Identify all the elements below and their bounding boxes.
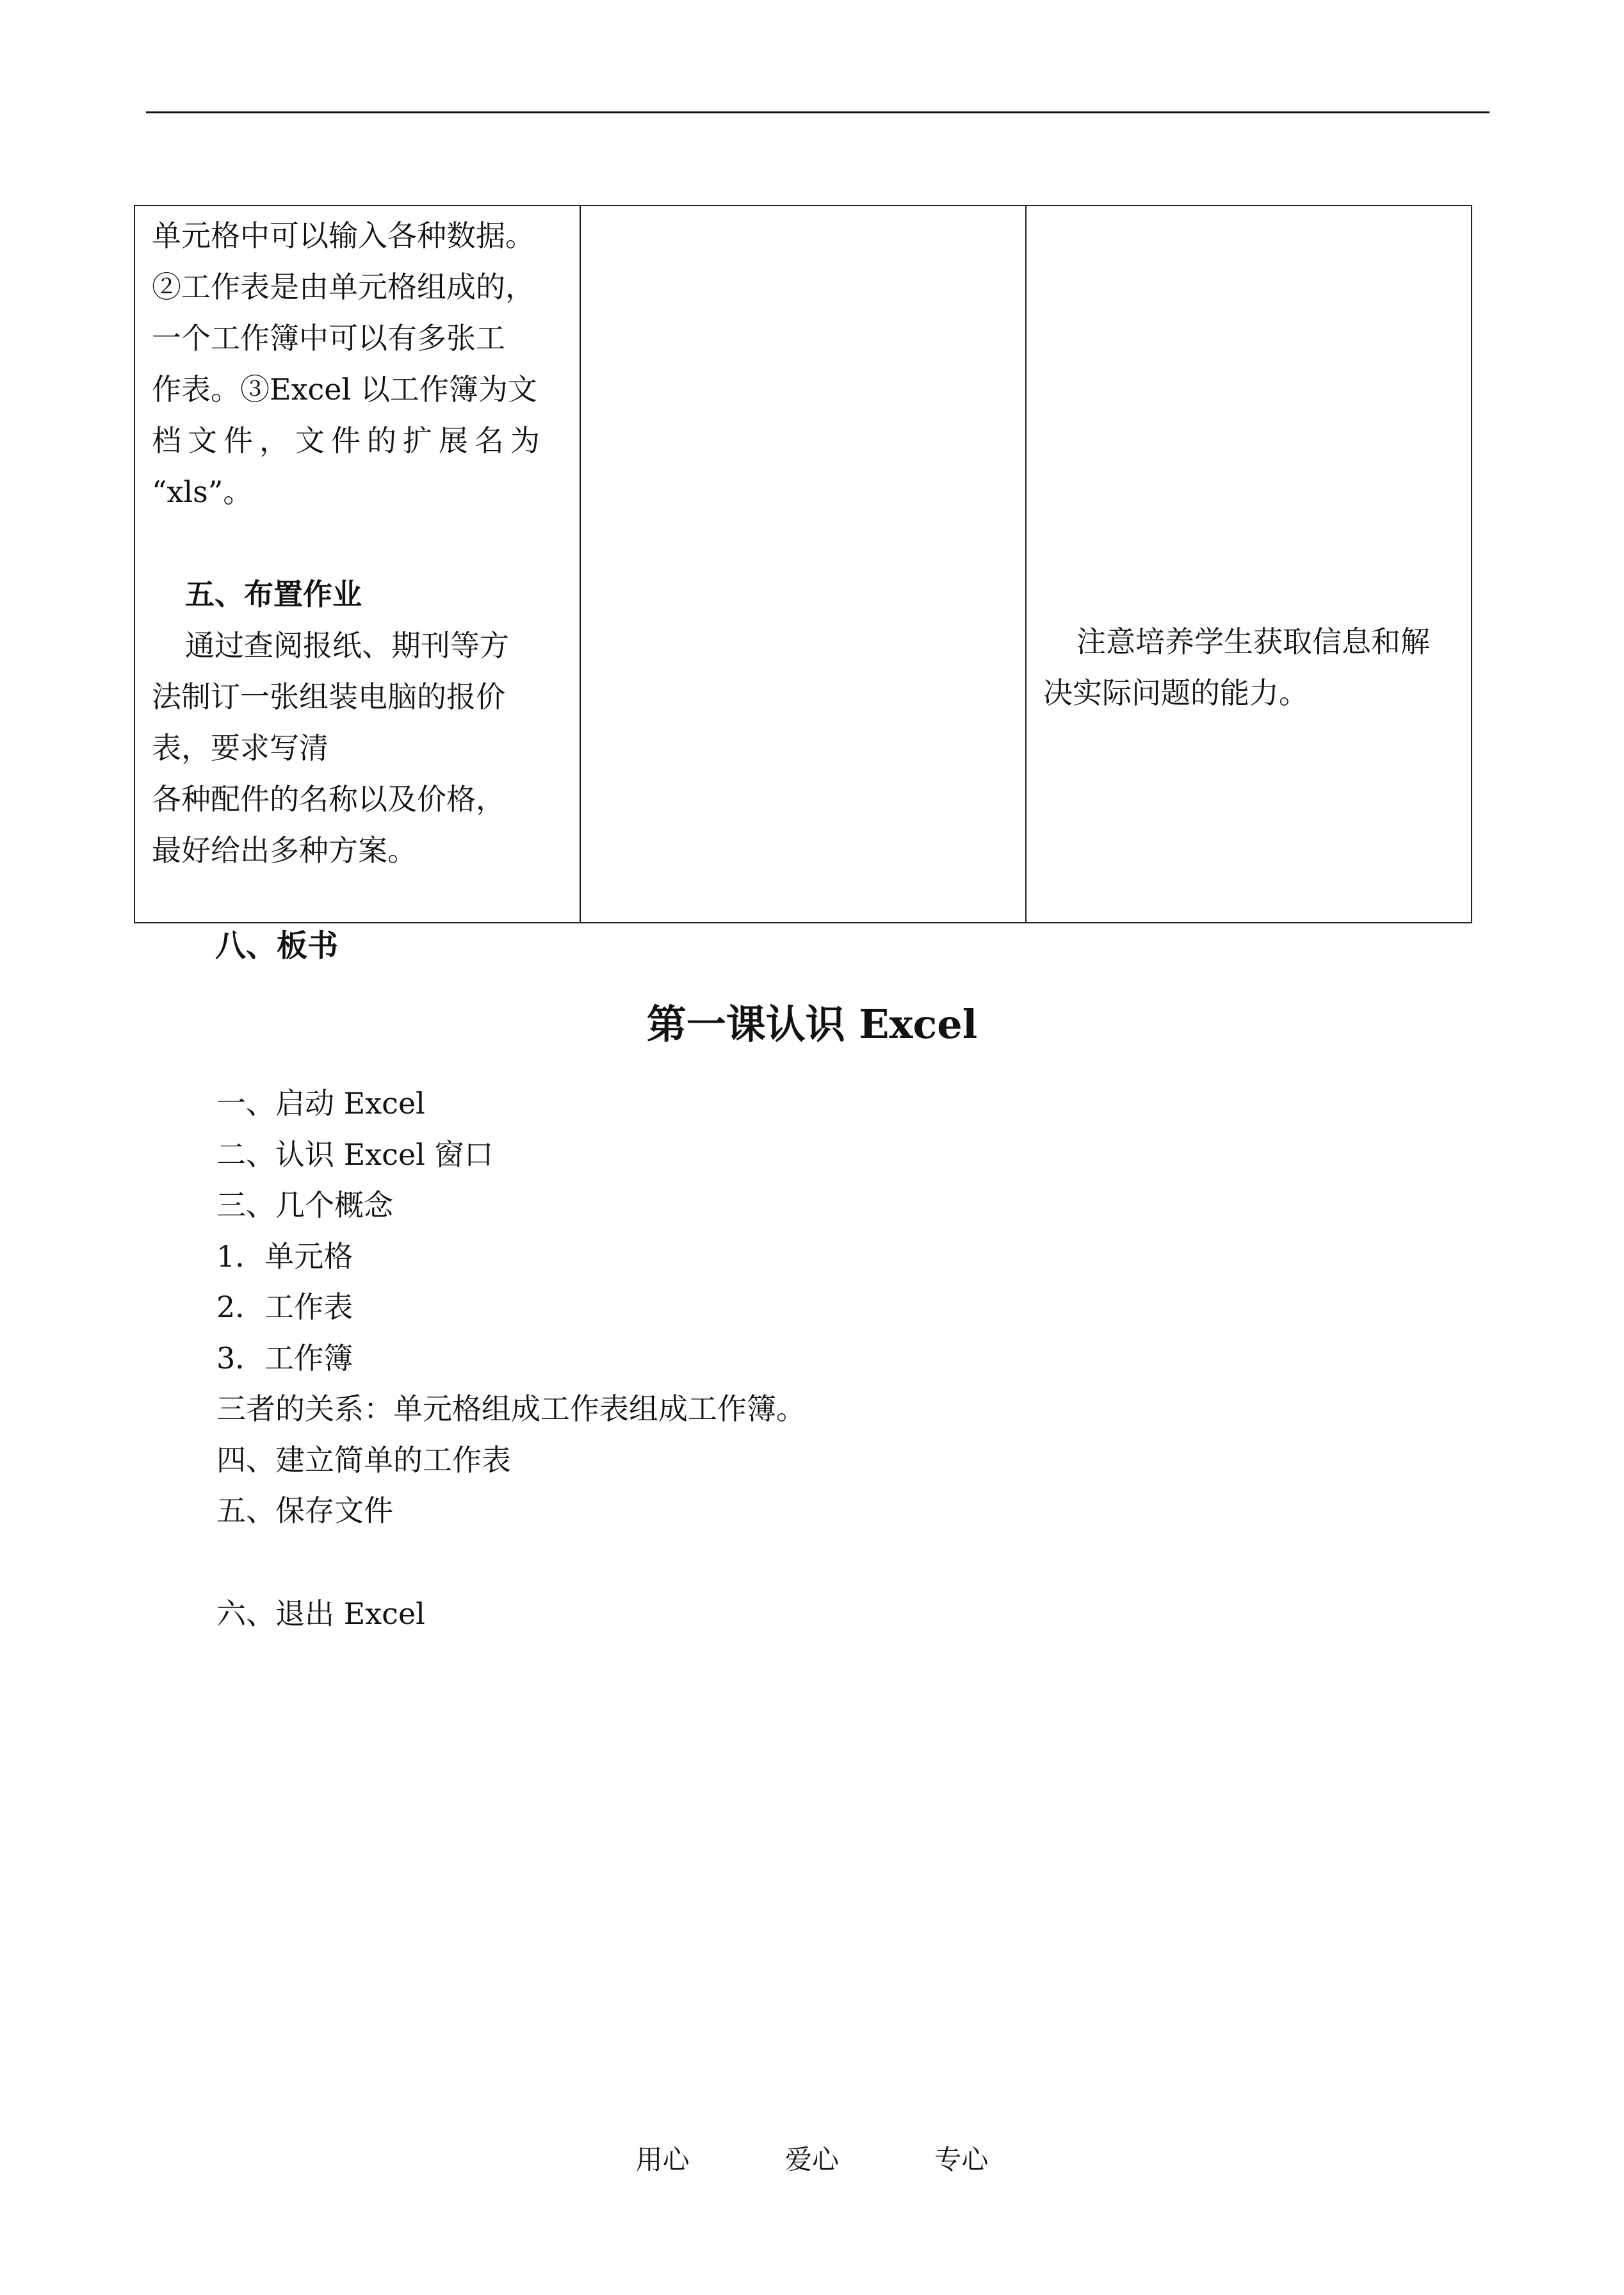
list-item: 2．工作表 xyxy=(216,1290,353,1324)
homework-line: 通过查阅报纸、期刊等方 xyxy=(185,628,509,663)
list-item: 三者的关系：单元格组成工作表组成工作簿。 xyxy=(216,1391,806,1426)
content-line: ②工作表是由单元格组成的， xyxy=(152,270,535,304)
list-item: 六、退出 Excel xyxy=(216,1596,425,1631)
content-cell xyxy=(134,206,580,923)
list-item: 1．单元格 xyxy=(216,1238,353,1274)
list-item: 一、启动 Excel xyxy=(216,1086,425,1121)
table-row xyxy=(134,206,1472,923)
homework-line: 最好给出多种方案。 xyxy=(152,833,417,868)
footer-word: 爱心 xyxy=(784,2144,839,2175)
list-item: 3．工作簿 xyxy=(216,1340,353,1375)
content-line: 档文件，文件的扩展名为 xyxy=(152,423,546,458)
footer-word: 专心 xyxy=(934,2144,989,2175)
lesson-table xyxy=(134,205,1472,923)
board-title: 第一课认识 Excel xyxy=(646,1001,978,1048)
content-line: 单元格中可以输入各种数据。 xyxy=(152,218,535,253)
method-cell xyxy=(580,206,1026,923)
list-item: 五、保存文件 xyxy=(216,1493,393,1528)
list-item: 二、认识 Excel 窗口 xyxy=(216,1137,494,1172)
homework-line: 各种配件的名称以及价格， xyxy=(152,782,505,816)
section-title: 五、布置作业 xyxy=(185,577,362,612)
content-line: 一个工作簿中可以有多张工 xyxy=(152,321,505,355)
intent-cell xyxy=(1026,206,1472,923)
list-item: 三、几个概念 xyxy=(216,1188,393,1222)
page-footer xyxy=(0,2139,1624,2177)
note-line: 注意培养学生获取信息和解 xyxy=(1076,624,1430,659)
list-spacer xyxy=(216,1537,806,1589)
board-list xyxy=(216,1078,806,1639)
header-rule xyxy=(146,111,1490,113)
content-line: “xls”。 xyxy=(152,474,253,509)
list-item: 四、建立简单的工作表 xyxy=(216,1442,511,1477)
note-line: 决实际问题的能力。 xyxy=(1043,676,1308,710)
homework-line: 法制订一张组装电脑的报价 xyxy=(152,679,505,714)
board-heading: 八、板书 xyxy=(215,928,339,964)
footer-word: 用心 xyxy=(635,2144,690,2175)
content-line: 作表。③Excel 以工作簿为文 xyxy=(152,372,537,407)
homework-line: 表，要求写清 xyxy=(152,731,329,765)
